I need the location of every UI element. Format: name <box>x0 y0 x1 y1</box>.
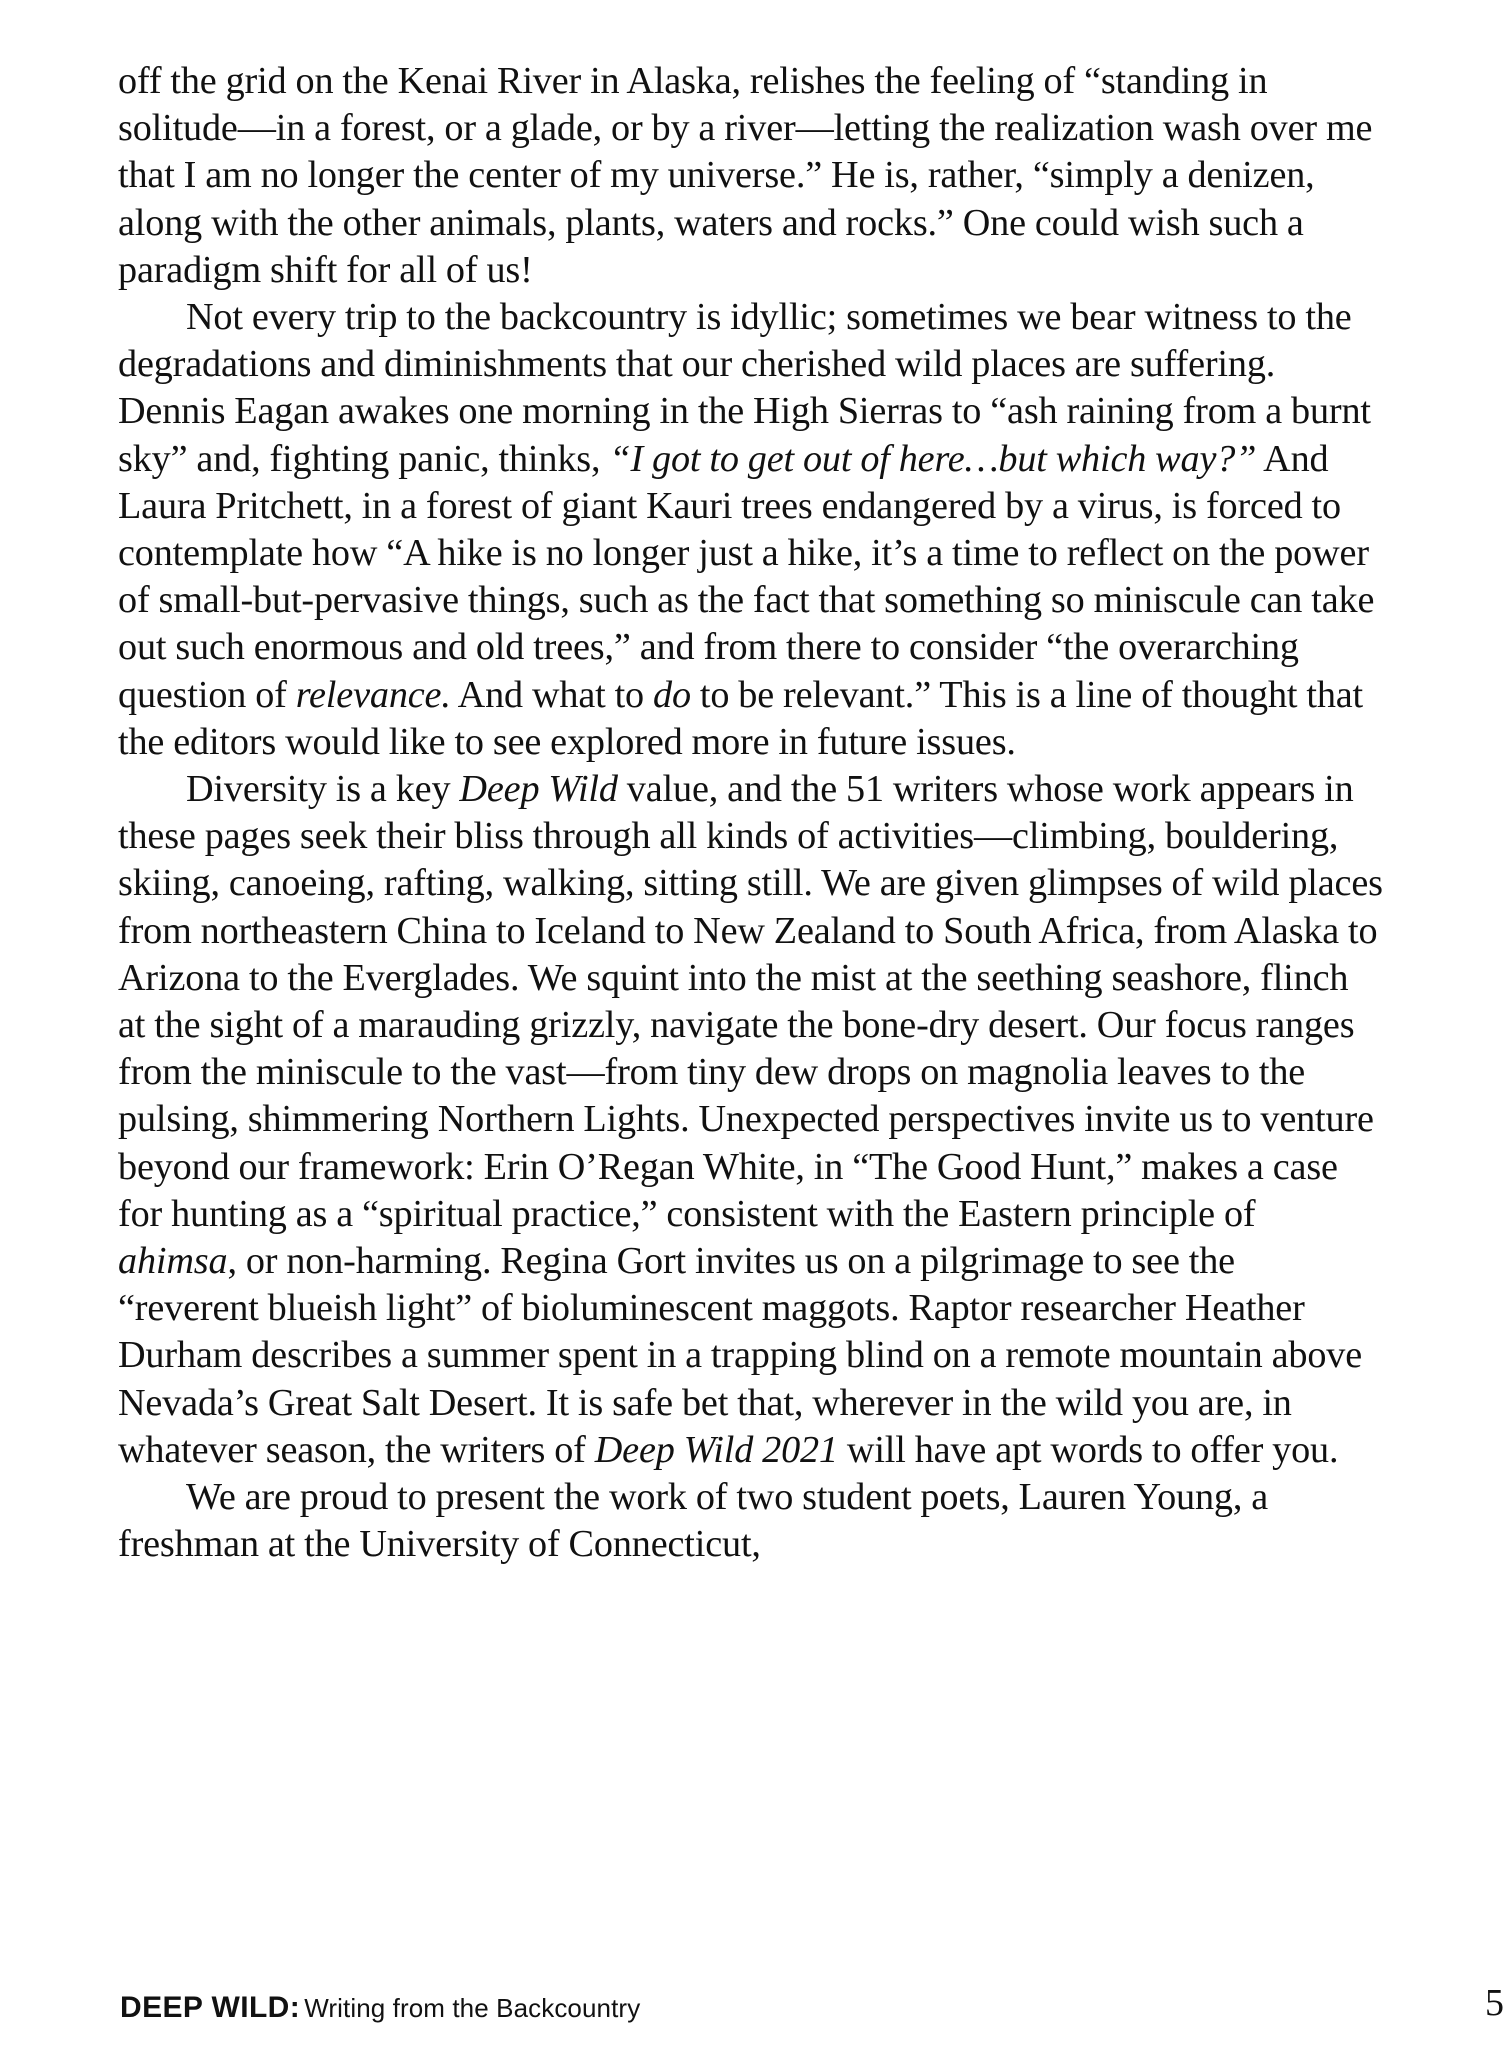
footer-brand: DEEP WILD <box>120 1991 290 2024</box>
emphasis-run: “I got to get out of here…but which way?” <box>609 437 1257 480</box>
paragraph-2 <box>118 294 1383 766</box>
text-run: Not every trip to the backcountry is idyllic; sometimes we bear witness to the degradations and diminishments that our cherished wild places are suffering. Dennis Eagan awakes one morning in the High Sierras to “ash raining from a burnt sky” and, fighting panic, thinks, <box>118 296 1371 480</box>
paragraph-1 <box>118 58 1383 294</box>
emphasis-run: Deep Wild <box>459 768 618 811</box>
emphasis-run: ahimsa <box>118 1240 228 1283</box>
text-run: to be relevant.” This is a line of thought that the editors would like to see explored more in future issues. <box>118 673 1364 763</box>
footer-colon: : <box>289 1991 300 2024</box>
text-run: Diversity is a key <box>186 768 460 811</box>
body-text-column <box>118 58 1383 1569</box>
text-run: And what to <box>450 673 653 716</box>
emphasis-run: relevance. <box>295 673 451 716</box>
text-run: value, and the 51 writers whose work appears in these pages seek their bliss through all kinds of activities—climbing, bouldering, skiing, canoeing, rafting, walking, sitting still. We are given glimpses of wild places from northeastern China to Iceland to New Zealand to South Africa, from Alaska to Arizona to the Everglades. We squint into the mist at the seething seashore, flinch at the sight of a marauding grizzly, navigate the bone-dry desert. Our focus ranges from the miniscule to the vast—from tiny dew drops on magnolia leaves to the pulsing, shimmering Northern Lights. Unexpected perspectives invite us to venture beyond our framework: Erin O’Regan White, in “The Good Hunt,” makes a case for hunting as a “spiritual practice,” consistent with the Eastern principle of <box>118 768 1383 1235</box>
text-run: And Laura Pritchett, in a forest of giant Kauri trees endangered by a virus, is forced to contemplate how “A hike is no longer just a hike, it’s a time to reflect on the power of small-but-pervasive things, such as the fact that something so miniscule can take out such enormous and old trees,” and from there to consider “the overarching question of <box>118 437 1375 716</box>
text-run: off the grid on the Kenai River in Alaska, relishes the feeling of “standing in solitude—in a forest, or a glade, or by a river—letting the realization wash over me that I am no longer the center of my universe.” He is, rather, “simply a denizen, along with the other animals, plants, waters and rocks.” One could wish such a paradigm shift for all of us! <box>118 60 1373 291</box>
text-run: will have apt words to offer you. <box>837 1428 1339 1471</box>
text-run: , or non-harming. Regina Gort invites us on a pilgrimage to see the “reverent blueish light” of bioluminescent maggots. Raptor researcher Heather Durham describes a summer spent in a trapping blind on a remote mountain above Nevada’s Great Salt Desert. It is safe bet that, wherever in the wild you are, in whatever season, the writers of <box>118 1240 1363 1471</box>
paragraph-4 <box>118 1474 1383 1568</box>
footer-running-title <box>120 1991 640 2025</box>
emphasis-run: do <box>653 673 691 716</box>
footer-subtitle: Writing from the Backcountry <box>304 1993 641 2023</box>
page-number: 5 <box>1485 1982 1504 2024</box>
page-footer <box>120 1982 1504 2025</box>
paragraph-3 <box>118 766 1383 1474</box>
emphasis-run: Deep Wild 2021 <box>594 1428 838 1471</box>
text-run: We are proud to present the work of two student poets, Lauren Young, a freshman at the University of Connecticut, <box>118 1476 1269 1566</box>
